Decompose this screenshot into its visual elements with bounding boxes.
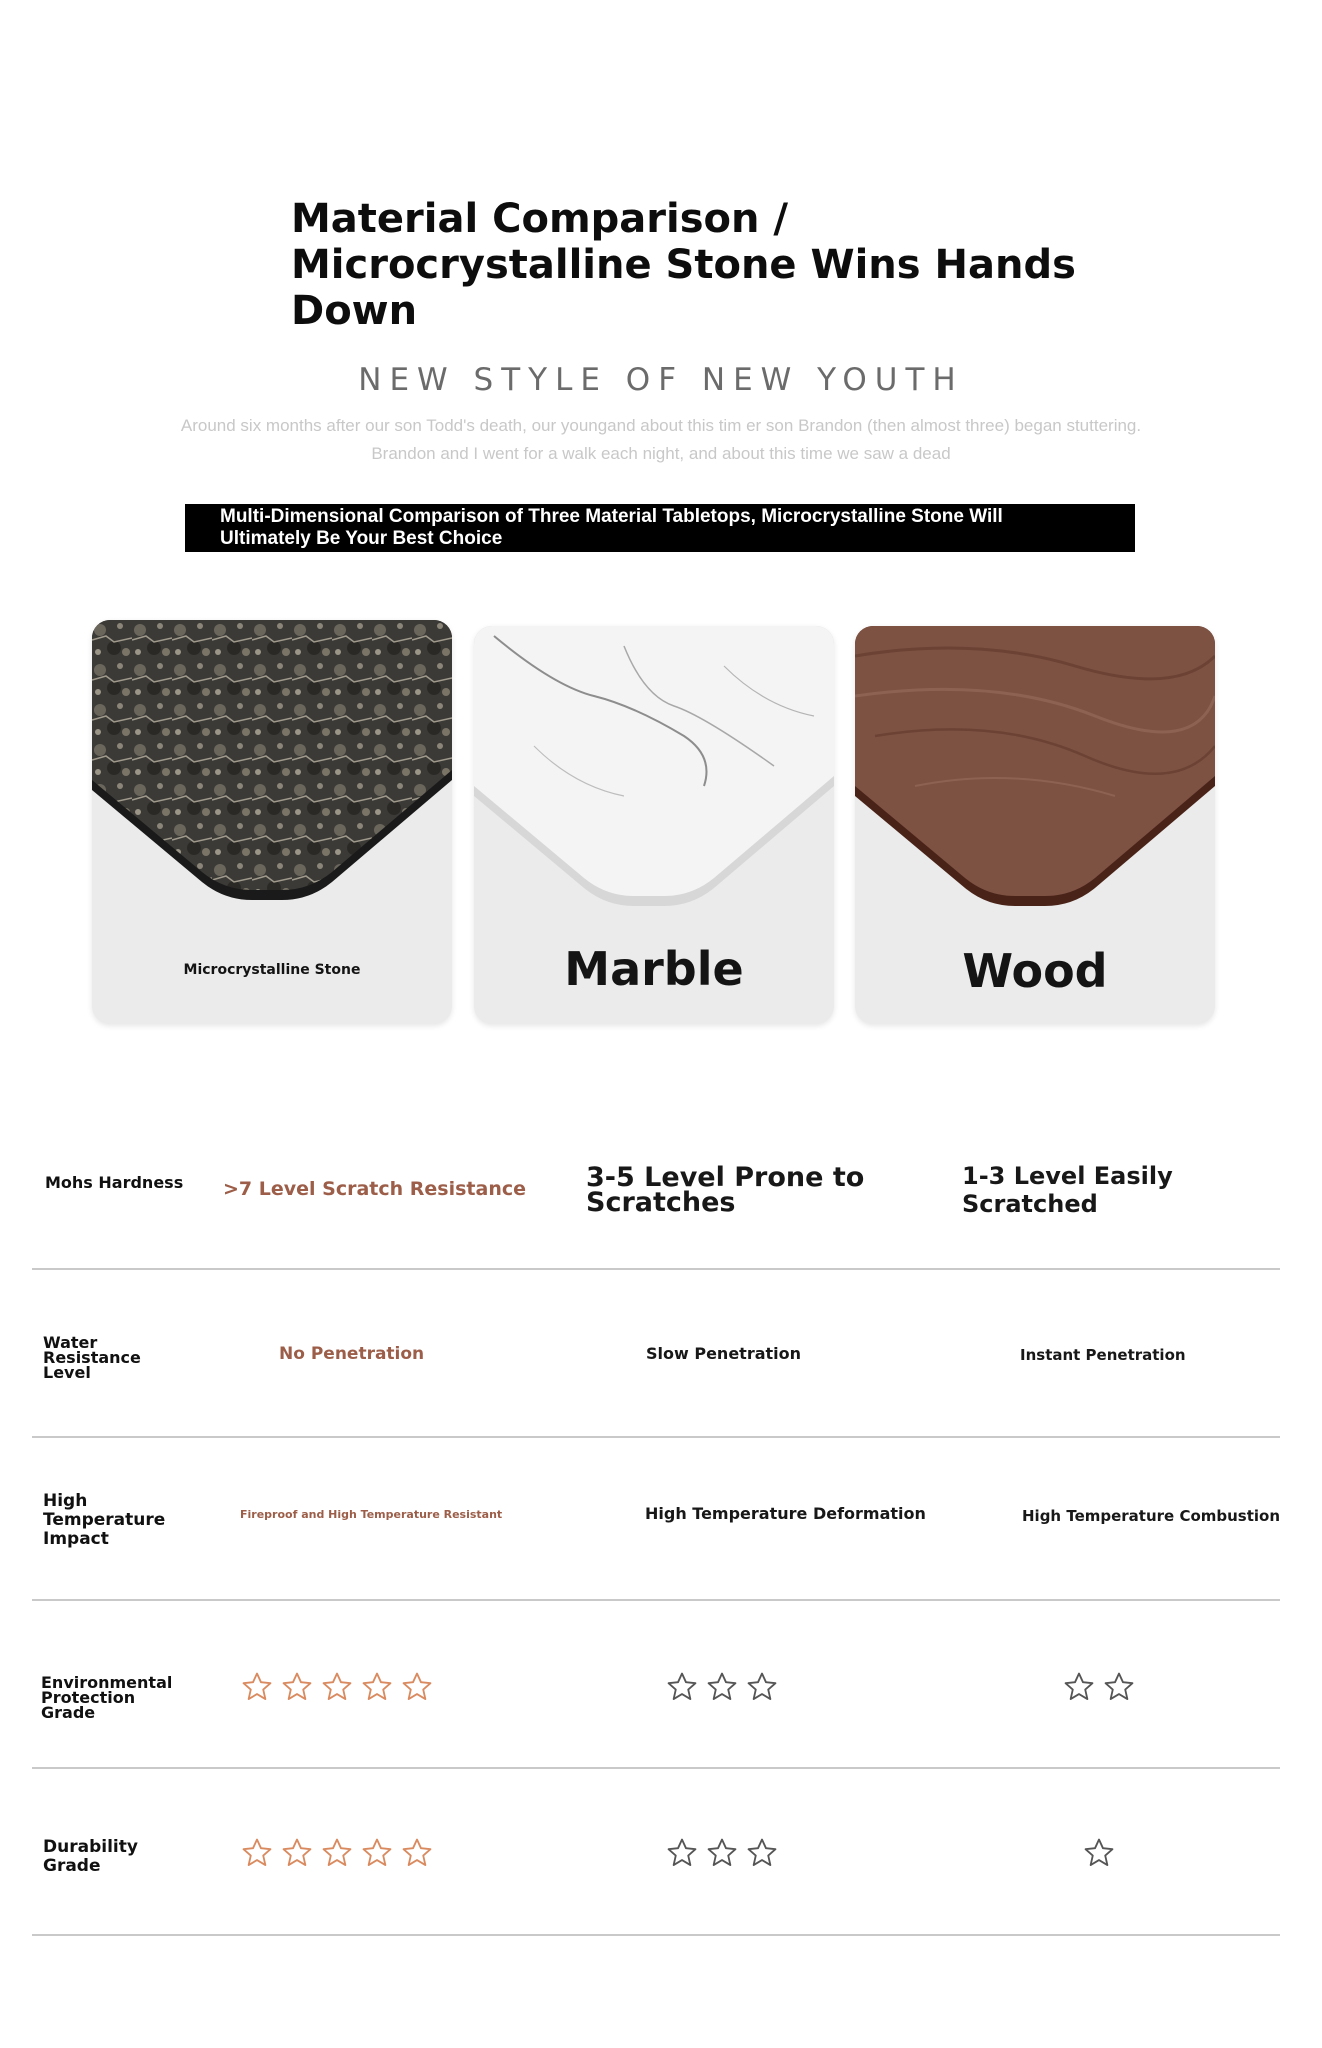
star-icon xyxy=(280,1670,314,1704)
card-wood xyxy=(855,626,1215,1024)
row-divider xyxy=(32,1934,1280,1936)
star-icon xyxy=(320,1670,354,1704)
row-label-water: Water Resistance Level xyxy=(43,1333,141,1382)
star-icon xyxy=(400,1670,434,1704)
rating-wood-environmental xyxy=(1062,1670,1136,1704)
star-icon xyxy=(320,1836,354,1870)
star-icon xyxy=(665,1670,699,1704)
cell-marble-temperature: High Temperature Deformation xyxy=(645,1504,926,1523)
card-label: Wood xyxy=(962,944,1108,998)
star-icon xyxy=(240,1836,274,1870)
row-label-durability: Durability Grade xyxy=(43,1837,138,1876)
star-icon xyxy=(400,1836,434,1870)
cell-marble-mohs: 3-5 Level Prone to Scratches xyxy=(586,1162,865,1218)
cell-stone-temperature: Fireproof and High Temperature Resistant xyxy=(240,1508,503,1521)
cell-wood-mohs: 1-3 Level Easily Scratched xyxy=(962,1162,1173,1218)
star-icon xyxy=(280,1836,314,1870)
page-title: Material Comparison / Microcrystalline Stone Wins Hands Down xyxy=(291,196,1076,334)
cell-stone-water: No Penetration xyxy=(279,1344,425,1364)
rating-marble-environmental xyxy=(665,1670,779,1704)
cell-wood-water: Instant Penetration xyxy=(1020,1346,1186,1364)
star-icon xyxy=(1082,1836,1116,1870)
star-icon xyxy=(665,1836,699,1870)
star-icon xyxy=(745,1836,779,1870)
row-label-temperature: High Temperature Impact xyxy=(43,1491,166,1549)
card-label: Marble xyxy=(564,942,744,996)
row-label-mohs: Mohs Hardness xyxy=(45,1173,184,1192)
star-icon xyxy=(240,1670,274,1704)
row-divider xyxy=(32,1268,1280,1270)
star-icon xyxy=(360,1836,394,1870)
slogan: NEW STYLE OF NEW YOUTH xyxy=(358,362,964,398)
star-icon xyxy=(1102,1670,1136,1704)
star-icon xyxy=(1062,1670,1096,1704)
row-divider xyxy=(32,1599,1280,1601)
star-icon xyxy=(360,1670,394,1704)
row-divider xyxy=(32,1767,1280,1769)
rating-wood-durability xyxy=(1082,1836,1116,1870)
row-label-environmental: Environmental Protection Grade xyxy=(41,1673,173,1722)
row-divider xyxy=(32,1436,1280,1438)
cell-stone-mohs: >7 Level Scratch Resistance xyxy=(223,1178,526,1200)
rating-stone-durability xyxy=(240,1836,434,1870)
star-icon xyxy=(745,1670,779,1704)
intro-paragraph: Around six months after our son Todd's death, our youngand about this tim er son Brandon (then almost three) began stuttering. Brandon and I went for a walk each night, and about this time we saw a dead xyxy=(180,416,1142,463)
card-microcrystalline-stone xyxy=(92,620,452,1024)
cell-marble-water: Slow Penetration xyxy=(646,1344,802,1363)
rating-stone-environmental xyxy=(240,1670,434,1704)
star-icon xyxy=(705,1670,739,1704)
star-icon xyxy=(705,1836,739,1870)
cell-wood-temperature: High Temperature Combustion xyxy=(1022,1507,1281,1525)
card-marble xyxy=(474,626,834,1024)
rating-marble-durability xyxy=(665,1836,779,1870)
card-label: Microcrystalline Stone xyxy=(183,962,361,978)
banner-text: Multi-Dimensional Comparison of Three Material Tabletops, Microcrystalline Stone Will Ultimately Be Your Best Choice xyxy=(220,506,1003,549)
